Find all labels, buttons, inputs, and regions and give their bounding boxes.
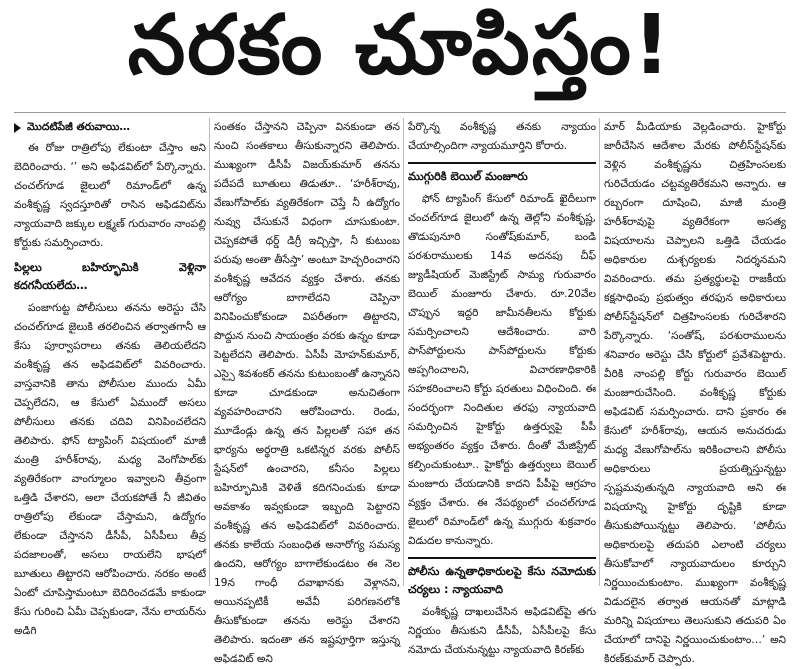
paragraph: ఫోన్‌ ట్యాపింగ్‌ కేసులో రిమాండ్‌ ఖైదీలుగా చంచల్‌గూడ జైలులో ఉన్న తెల్లోని వంశీకృష్ణ, తొడుపునూరి సంతోష్‌కుమార్‌, బండి పరశురాములకు 14వ అదనపు చీఫ్‌ జ్యుడీషియల్‌ మెజిస్ట్రేట్‌ సామ్య గురువారం బెయిల్‌ మంజూరు చేశారు. రూ.20వేల చొప్పున ఇద్దరి జామీనతీలను కోర్టుకు సమర్పించాలని ఆదేశించారు. వారి పాస్‌పోర్టులను పాస్‌పోర్టులను కోర్టుకు అప్పగించాలని, విచారణాధికారికి సహకరించాలని కోర్టు షరతులు విధించింది. ఈ సందర్భంగా నిందితుల తరఫు న్యాయవాది సమర్పించిన హైకోర్టు ఉత్తర్వుపై పీపీ అభ్యంతరం వ్యక్తం చేశారు. దీంతో మేజిస్ట్రేట్‌ కల్పించుకుంటూ.. హైకోర్టు ఉత్తర్వులు బెయిల్‌ మంజూరు చేయడానికి కాదని పీపీపై ఆగ్రహం వ్యక్తం చేశారు. ఈ నేపథ్యంలో చంచల్‌గూడ జైలులో రిమాండ్‌లో ఉన్న ముగ్గురు శుక్రవారం విడుదల కానున్నారు. xyxy=(408,193,596,547)
paragraph: సంతకం చేస్తానని చెప్పినా వినకుండా తన నుంచి సంతకాలు తీసుకున్నారని తెలిపారు. ముఖ్యంగా డీసీపీ విజయ్‌కుమార్‌ తనను పదేపదే బూతులు తిడుతూ.. ‘హరీశ్‌రావు, వేణుగోపాల్‌కు వ్యతిరేకంగా చెప్తే నీ ఉద్యోగం నువ్వు చేసుకునే విధంగా చూసుకుంటా. చెప్పకపోతే థర్డ్‌ డిగ్రీ ఇచ్చిస్తా, నీ కుటుంబ పరువు అంతా తీసేస్తా’ అంటూ హెచ్చరించారని వంశీకృష్ణ ఆవేదన వ్యక్తం చేశారు. తనకు ఆరోగ్యం బాగాలేదని చెప్పినా వినిపించుకోకుండా విపరీతంగా తిట్టారని, పొద్దున నుంచి సాయంత్రం వరకు ఉన్నం కూడా పెట్టలేదని తెలిపారు. ఏసీపీ మోహన్‌కుమార్‌, ఎస్సై శివశంకర్‌ తనను కుటుంబంతో ఉన్నానని కూడా చూడకుండా అనుచితంగా వ్యవహరించారని ఆరోపించారు. రెండు, మూడేండ్లు ఉన్న తన పిల్లలతో సహా తన భార్యను అర్థరాత్రి ఒకటిన్నర వరకు పోలీస్‌ స్టేషన్‌లో ఉంచారని, కనీసం పిల్లలు బహిర్భూమికి వెళితే కదిగనించుకు కూడా అవకాశం ఇవ్వకుండా ఇబ్బంది పెట్టారని వంశీకృష్ణ తన అఫిడవిట్‌లో వివరించారు. తనకు కాలేయ సంబంధిత అనారోగ్య సమస్య ఉందని, ఆరోగ్యం బాగాలేకుండటం ఈ నెల 19న గాంధీ దవాఖానకు వెళ్లానని, అయినప్పటికీ అవేవీ పరిగణనలోకి తీసుకోకుండా తనను అరెస్టు చేశారని తెలిపారు. ఇదంతా తన ఇష్టపూర్తిగా ఇస్తున్న అఫిడవిట్‌ అని xyxy=(214,121,400,665)
kicker-text: మొదటిపేజీ తరువాయి… xyxy=(27,121,131,133)
paragraph: పేర్కొన్న వంశీకృష్ణ తనకు న్యాయం చేయాల్సిందిగా న్యాయమూర్తిని కోరారు. xyxy=(408,121,596,152)
article-column-2 xyxy=(214,118,400,665)
continuation-kicker xyxy=(14,118,206,137)
headline-rule xyxy=(14,112,786,113)
subheading: ముగ్గురికి బెయిల్‌ మంజూరు xyxy=(408,162,596,186)
paragraph: మార్‌ మీడియాకు వెల్లడించారు. హైకోర్టు జారీచేసిన ఆదేశాల మేరకు పోలీస్‌స్టేషన్‌కు వెళ్లిన వంశీకృష్ణను చిత్రహింసలకు గురిచేయడం చట్టవ్యతిరేకమని అన్నారు. ఆ రబ్బరంగా దూషించి, మాజీ మంత్రి హరీశ్‌రావుపై వ్యతిరేకంగా అసత్య విషయాలను చెప్పాలని ఒత్తిడి చేయడం అధికారుల దుశ్చర్యలకు నిదర్శనమని వివరించారు. తమ ప్రత్యర్థులపై రాజకీయ కక్షసాధింపు ప్రభుత్వం తరఫున అధికారులు పోలీస్‌స్టేషన్‌లో చిత్రహింసలకు గురిచేశారని పేర్కొన్నారు. ‘సంతోష్‌, పరశురాములను శనివారం అరెస్టు చేసి కోర్టులో ప్రవేశపెట్టారు. వీరికి నాంపల్లి కోర్టు గురువారం బెయిల్‌ మంజూరుచేసింది. వంశీకృష్ణ కోర్టుకు అఫిడవిట్‌ సమర్పించారు. దాని ప్రకారం ఈ కేసులో హరీశ్‌రావు, ఆయన అనుచరుడు మధ్య వేణుగోపాల్‌ను ఇరికించాలని పోలీసు అధికారులు ప్రయత్నిస్తున్నట్టు స్పష్టమవుతున్నది న్యాయవాది అని ఈ విషయాన్ని హైకోర్టు దృష్టికి కూడా తీసుకుపోయిన్నట్టు తెలిపారు. ‘పోలీసు అధికారులపై తదుపరి ఎలాంటి చర్యలు తీసుకోవాలో న్యాయవాదులం కూర్చుని నిర్ణయించుకుంటాం. ముఖ్యంగా వంశీకృష్ణ విడుదలైన తర్వాత ఆయనతో మాట్లాడి మరిన్ని విషయాలు తెలుసుకుని తదుపరి ఏం చేయాలో దానిపై నిర్ణయించుకుంటాం…’ అని కిరణ్‌కుమార్‌ చెప్పారు. xyxy=(604,121,786,665)
article-column-4 xyxy=(604,118,786,665)
paragraph: ఈ రోజు రాత్రిలోపు లేకుంటా చేస్తాం అని బెదిరించారు. ‘’ అని అఫిడవిట్‌లో పేర్కొన్నారు. చంచల్‌గూడ జైలులో రిమాండ్‌లో ఉన్న వంశీకృష్ణ స్వదస్తూరితో రాసిన అఫిడవిట్‌ను న్యాయవాది జక్కుల లక్ష్మణ్‌ గురువారం నాంపల్లి కోర్టుకు సమర్పించారు. xyxy=(14,142,206,249)
paragraph: పంజాగుట్ట పోలీసులు తనను అరెస్టు చేసి చంచల్‌గూడ జైలుకి తరలించిన తర్వాతగానీ ఆ కేసు పూర్వాపరాలు తనకు తెలియలేదని వంశీకృష్ణ తన అఫిడవిట్‌లో వివరించారు. వాస్తవానికి తాను పోలీసుల ముందు ఏమీ చెప్పలేదని, ఆ కేసులో ఏముందో అసలు పోలీసులు తనకు చదివి వినిపించలేదని తెలిపారు. ఫోన్‌ ట్యాపింగ్‌ విషయంలో మాజీ మంత్రి హరీశ్‌రావు, మధ్య వెంగోపాల్‌కు వ్యతిరేకంగా వాంగ్మూలం ఇవ్వాలని తీవ్రంగా ఒత్తిడి చేశారని, అలా చేయకపోతే నీ జీవితం రాత్రిలోపు లేకుండా చేస్తామని, ఉద్యోగం లేకుండా చేస్తానని డీసీపీ, ఏసీపీలు తీవ్ర పదజాలంతో, అసలు రాయలేని భాషలో బూతులు తిట్టారని ఆరోపించారు. నరకం అంటే ఏంటో చూపిస్తామంటూ బెదిరించడమే కాకుండా కేసు గురించి ఏమీ చెప్పకుండా, నేను లాయర్‌ను అడిగి xyxy=(14,302,206,637)
article-column-3 xyxy=(408,118,596,656)
article-column-1 xyxy=(14,118,206,637)
headline: నరకం చూపిస్తం! xyxy=(127,0,673,93)
paragraph: వంశీకృష్ణ దాఖలుచేసిన అఫిడవిట్‌పై తగు నిర్ణయం తీసుకుని డీసీపీ, ఏసీపీలపై కేసు నమోదు చేయనున్నట్టు న్యాయవాది కిరణ్‌కు xyxy=(408,606,596,656)
column-divider xyxy=(599,118,600,586)
subheading: పోలీసు ఉన్నతాధికారులపై కేసు నమోదుకు చర్యలు : న్యాయవాది xyxy=(408,557,596,599)
column-divider xyxy=(209,118,210,586)
column-divider xyxy=(403,118,404,586)
subheading: పిల్లలు బహిర్భూమికి వెళ్లినా కదగనీయలేదు… xyxy=(14,261,206,292)
arrow-icon xyxy=(14,123,21,133)
